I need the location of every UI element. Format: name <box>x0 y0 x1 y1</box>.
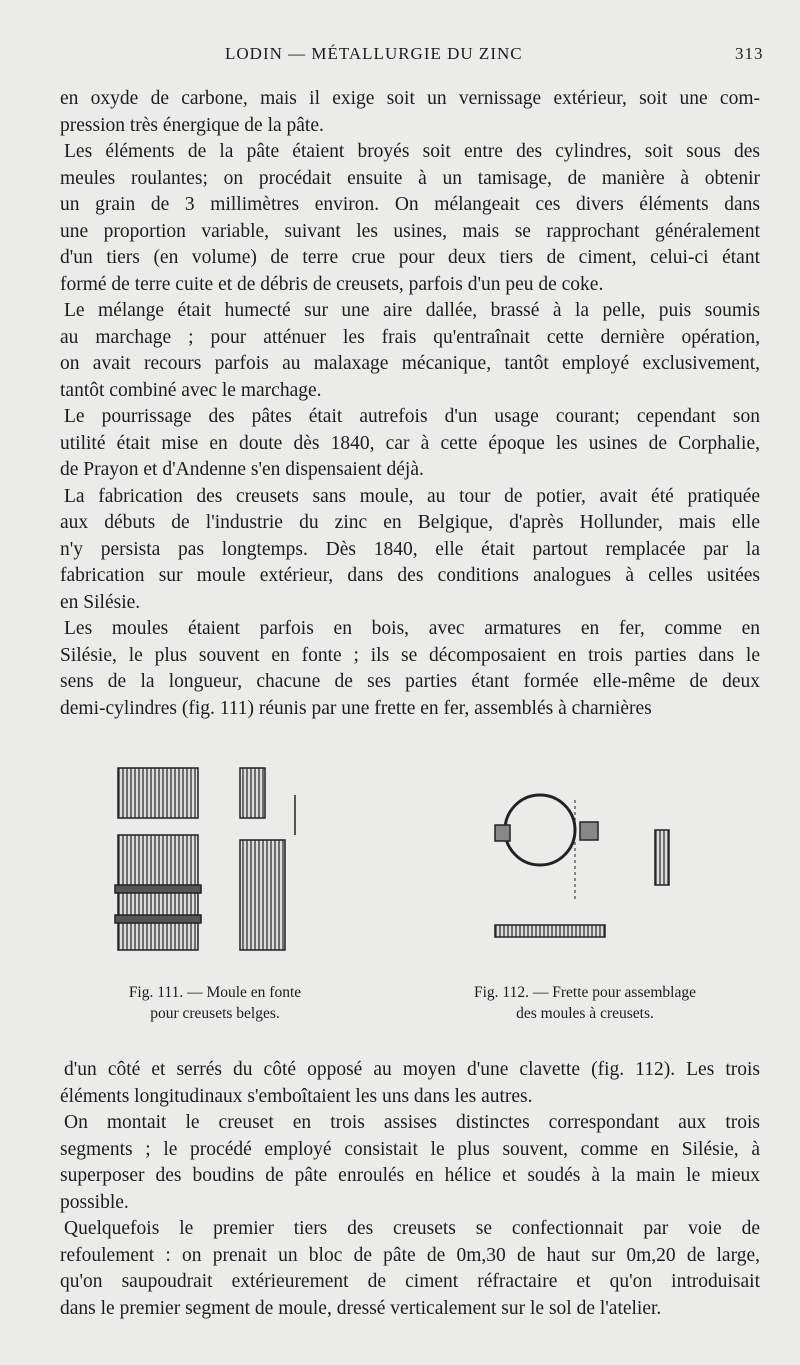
text-line: on avait recours parfois au malaxage mécanique, tantôt employé exclusivement, <box>60 353 760 374</box>
text-line: éléments longitudinaux s'emboîtaient les uns dans les autres. <box>60 1085 533 1107</box>
text-line: segments ; le procédé employé consistait le plus souvent, comme en Silésie, à <box>60 1138 760 1160</box>
text-line: utilité était mise en doute dès 1840, car à cette époque les usines de Corphalie, <box>60 432 760 454</box>
text-line: d'un côté et serrés du côté opposé au moyen d'une clavette (fig. 112). Les trois <box>64 1059 760 1080</box>
figure-112-ring-drawing <box>475 780 685 950</box>
text-line: Les moules étaient parfois en bois, avec armatures en fer, comme en <box>64 618 760 639</box>
text-line: fabrication sur moule extérieur, dans des conditions analogues à celles usitées <box>60 565 760 586</box>
text-line: refoulement : on prenait un bloc de pâte de 0m,30 de haut sur 0m,20 de large, <box>60 1244 760 1266</box>
text-line: La fabrication des creusets sans moule, au tour de potier, avait été pratiquée <box>64 485 760 507</box>
text-line: en oxyde de carbone, mais il exige soit un vernissage extérieur, soit une com- <box>60 88 760 109</box>
figure-111-caption-line: pour creusets belges. <box>150 1005 280 1022</box>
figure-112-caption-line: des moules à creusets. <box>516 1005 654 1022</box>
text-line: en Silésie. <box>60 591 141 613</box>
text-line: meules roulantes; on procédait ensuite à un tamisage, de manière à obtenir <box>60 167 760 189</box>
text-line: d'un tiers (en volume) de terre crue pour deux tiers de ciment, celui-ci étant <box>60 247 760 268</box>
figure-112-caption-line: Fig. 112. — Frette pour assemblage <box>474 984 696 1001</box>
running-header <box>0 44 800 68</box>
text-line: Le pourrissage des pâtes était autrefois d'un usage courant; cependant son <box>64 406 760 427</box>
text-line: sens de la longueur, chacune de ses parties étant formée elle-même de deux <box>60 671 760 692</box>
text-line: au marchage ; pour atténuer les frais qu'entraînait cette dernière opération, <box>60 326 760 348</box>
text-line: Quelquefois le premier tiers des creusets se confectionnait par voie de <box>64 1218 760 1239</box>
text-line: On montait le creuset en trois assises distinctes correspondant aux trois <box>64 1112 760 1133</box>
text-line: demi-cylindres (fig. 111) réunis par une frette en fer, assemblés à charnières <box>60 697 652 719</box>
text-line: dans le premier segment de moule, dressé verticalement sur le sol de l'atelier. <box>60 1297 662 1319</box>
page-number: 313 <box>735 44 764 63</box>
text-line: tantôt combiné avec le marchage. <box>60 379 322 401</box>
text-line: qu'on saupoudrait extérieurement de ciment réfractaire et qu'on introduisait <box>60 1271 760 1292</box>
body-text-before-figures <box>60 86 760 722</box>
text-line: Le mélange était humecté sur une aire dallée, brassé à la pelle, puis soumis <box>64 300 760 321</box>
text-line: pression très énergique de la pâte. <box>60 114 324 136</box>
text-line: Les éléments de la pâte étaient broyés soit entre des cylindres, soit sous des <box>64 141 760 162</box>
figure-111-caption-line: Fig. 111. — Moule en fonte <box>128 984 302 1001</box>
text-line: un grain de 3 millimètres environ. On mélangeait ces divers éléments dans <box>60 194 760 215</box>
text-line: aux débuts de l'industrie du zinc en Belgique, d'après Hollunder, mais elle <box>60 512 760 533</box>
text-line: Silésie, le plus souvent en fonte ; ils se décomposaient en trois parties dans le <box>60 644 760 666</box>
text-line: de Prayon et d'Andenne s'en dispensaient déjà. <box>60 459 424 480</box>
figure-111-mould-drawing <box>110 760 310 960</box>
body-text-after-figures <box>60 1057 760 1322</box>
text-line: une proportion variable, suivant les usines, mais se rapprochant généralement <box>60 220 760 242</box>
figure-111-caption <box>95 982 335 1024</box>
text-line: possible. <box>60 1191 129 1213</box>
text-line: formé de terre cuite et de débris de creusets, parfois d'un peu de coke. <box>60 273 604 295</box>
figure-112-caption <box>430 982 740 1024</box>
running-title: LODIN — MÉTALLURGIE DU ZINC <box>225 44 523 63</box>
text-line: superposer des boudins de pâte enroulés en hélice et soudés à la main le mieux <box>60 1165 760 1186</box>
text-line: n'y persista pas longtemps. Dès 1840, elle était partout remplacée par la <box>60 538 760 560</box>
